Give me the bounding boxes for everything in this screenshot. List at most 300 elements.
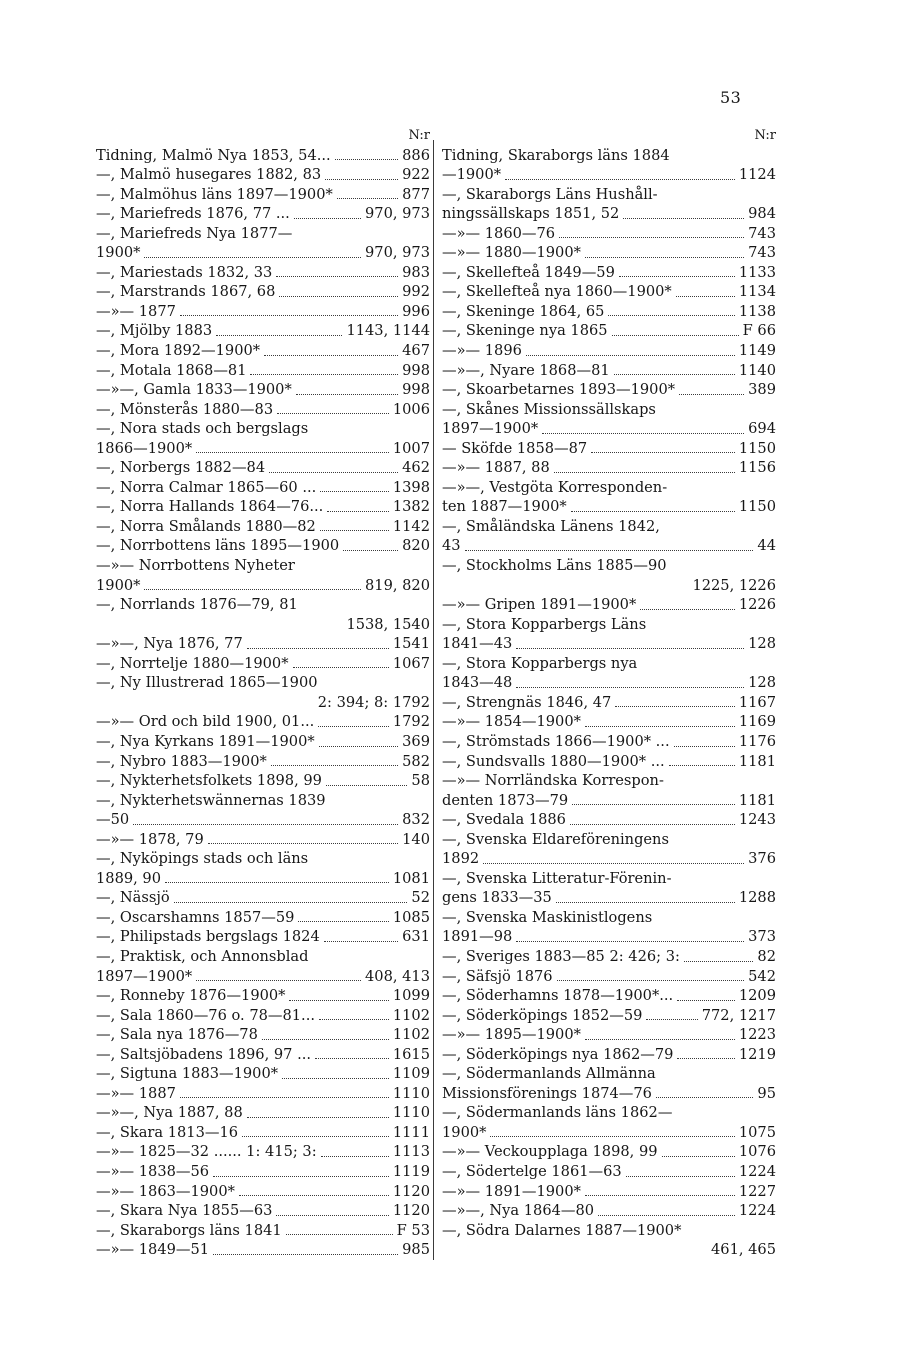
index-entry bbox=[442, 752, 776, 772]
index-entry bbox=[96, 1103, 430, 1123]
index-entry bbox=[96, 947, 430, 967]
entry-title: —, Marstrands 1867, 68 bbox=[96, 283, 276, 301]
entry-number: 1167 bbox=[738, 693, 776, 711]
leader-dots bbox=[656, 1097, 753, 1098]
entry-title: —, Södertelge 1861—63 bbox=[442, 1162, 622, 1180]
entry-number: 1792 bbox=[392, 713, 430, 731]
index-entry bbox=[96, 791, 430, 811]
entry-title: —, Säfsjö 1876 bbox=[442, 967, 553, 985]
index-entry bbox=[442, 1221, 776, 1241]
entry-title: —»— 1863—1900* bbox=[96, 1182, 235, 1200]
entry-title: —, Småländska Länens 1842, bbox=[442, 517, 660, 535]
entry-list bbox=[96, 146, 430, 1260]
index-entry bbox=[96, 1123, 430, 1143]
leader-dots bbox=[289, 1000, 388, 1001]
entry-number: 58 bbox=[411, 772, 430, 790]
entry-number: 376 bbox=[748, 850, 776, 868]
leader-dots bbox=[483, 863, 744, 864]
entry-title: —, Sala 1860—76 o. 78—81... bbox=[96, 1006, 315, 1024]
leader-dots bbox=[674, 746, 735, 747]
leader-dots bbox=[516, 941, 744, 942]
leader-dots bbox=[133, 824, 398, 825]
leader-dots bbox=[250, 374, 398, 375]
index-entry bbox=[442, 693, 776, 713]
entry-number: 542 bbox=[748, 967, 776, 985]
index-entry bbox=[96, 1240, 430, 1260]
leader-dots bbox=[216, 335, 342, 336]
index-entry bbox=[96, 927, 430, 947]
index-entry bbox=[96, 243, 430, 263]
index-entry bbox=[96, 556, 430, 576]
leader-dots bbox=[640, 609, 735, 610]
entry-number: 998 bbox=[402, 381, 430, 399]
entry-title: —, Ronneby 1876—1900* bbox=[96, 987, 286, 1005]
leader-dots bbox=[516, 648, 744, 649]
leader-dots bbox=[598, 1215, 735, 1216]
index-entry bbox=[96, 849, 430, 869]
index-entry bbox=[442, 1182, 776, 1202]
index-entry bbox=[96, 165, 430, 185]
leader-dots bbox=[585, 1039, 735, 1040]
leader-dots bbox=[585, 257, 744, 258]
entry-number: 1223 bbox=[738, 1026, 776, 1044]
entry-title: —, Sala nya 1876—78 bbox=[96, 1026, 258, 1044]
entry-title: —»—, Nyare 1868—81 bbox=[442, 361, 610, 379]
entry-title: —»— 1860—76 bbox=[442, 224, 556, 242]
index-entry bbox=[442, 673, 776, 693]
entry-title: —, Stora Kopparbergs Läns bbox=[442, 615, 647, 633]
entry-number: 582 bbox=[402, 752, 430, 770]
entry-number: 1102 bbox=[392, 1026, 430, 1044]
entry-number: 1085 bbox=[392, 908, 430, 926]
index-entry bbox=[442, 536, 776, 556]
entry-title: —, Philipstads bergslags 1824 bbox=[96, 928, 320, 946]
leader-dots bbox=[293, 667, 389, 668]
entry-title: —, Söderhamns 1878—1900*... bbox=[442, 987, 674, 1005]
column-divider bbox=[433, 140, 434, 1260]
index-entry bbox=[96, 341, 430, 361]
entry-number: 1288 bbox=[738, 889, 776, 907]
index-entry bbox=[96, 810, 430, 830]
entry-title: —, Sveriges 1883—85 2: 426; 3: bbox=[442, 947, 680, 965]
index-entry bbox=[96, 458, 430, 478]
index-entry bbox=[442, 791, 776, 811]
entry-number: 1134 bbox=[738, 283, 776, 301]
leader-dots bbox=[276, 1215, 388, 1216]
index-entry bbox=[442, 419, 776, 439]
entry-title: —, Praktisk, och Annonsblad bbox=[96, 947, 309, 965]
index-entry bbox=[96, 224, 430, 244]
entry-number: 996 bbox=[402, 302, 430, 320]
index-entry bbox=[96, 1025, 430, 1045]
index-entry bbox=[442, 1123, 776, 1143]
entry-number: 1150 bbox=[738, 498, 776, 516]
entry-number: 373 bbox=[748, 928, 776, 946]
entry-title: —, Malmö husegares 1882, 83 bbox=[96, 166, 322, 184]
leader-dots bbox=[321, 1156, 389, 1157]
entry-title: —»— Gripen 1891—1900* bbox=[442, 596, 637, 614]
leader-dots bbox=[676, 296, 735, 297]
index-entry bbox=[442, 967, 776, 987]
entry-number: 1007 bbox=[392, 439, 430, 457]
entry-title: —, Svenska Eldareföreningens bbox=[442, 830, 669, 848]
index-entry bbox=[96, 576, 430, 596]
leader-dots bbox=[325, 179, 398, 180]
leader-dots bbox=[554, 472, 735, 473]
index-entry bbox=[442, 908, 776, 928]
leader-dots bbox=[282, 1078, 389, 1079]
leader-dots bbox=[239, 1195, 389, 1196]
leader-dots bbox=[319, 746, 398, 747]
leader-dots bbox=[180, 315, 398, 316]
index-entry bbox=[96, 146, 430, 166]
index-entry bbox=[96, 673, 430, 693]
index-entry bbox=[442, 1084, 776, 1104]
entry-number: 95 bbox=[757, 1084, 776, 1102]
entry-number: 1142 bbox=[392, 517, 430, 535]
entry-title: —, Svenska Litteratur-Förenin- bbox=[442, 869, 672, 887]
index-column-right bbox=[442, 126, 776, 1260]
index-entry bbox=[442, 204, 776, 224]
entry-title: —»— 1896 bbox=[442, 342, 522, 360]
index-entry bbox=[442, 165, 776, 185]
entry-title: —, Ny Illustrerad 1865—1900 bbox=[96, 674, 318, 692]
index-entry bbox=[96, 1162, 430, 1182]
entry-number: 462 bbox=[402, 459, 430, 477]
entry-title: —»—, Nya 1864—80 bbox=[442, 1202, 595, 1220]
entry-title: —, Oscarshamns 1857—59 bbox=[96, 908, 295, 926]
entry-number: 1120 bbox=[392, 1202, 430, 1220]
index-entry bbox=[442, 185, 776, 205]
entry-title: 1841—43 bbox=[442, 635, 513, 653]
index-entry bbox=[96, 1084, 430, 1104]
entry-title: —, Svedala 1886 bbox=[442, 811, 566, 829]
entry-number: 743 bbox=[748, 224, 776, 242]
leader-dots bbox=[276, 276, 398, 277]
entry-number: 631 bbox=[402, 928, 430, 946]
index-entry bbox=[96, 263, 430, 283]
index-entry bbox=[96, 771, 430, 791]
index-entry bbox=[96, 204, 430, 224]
leader-dots bbox=[343, 550, 398, 551]
entry-title: —, Norra Calmar 1865—60 ... bbox=[96, 478, 317, 496]
leader-dots bbox=[619, 276, 735, 277]
leader-dots bbox=[677, 1000, 735, 1001]
entry-title: —50 bbox=[96, 811, 130, 829]
entry-title: —, Skaraborgs läns 1841 bbox=[96, 1221, 282, 1239]
entry-title: —, Stora Kopparbergs nya bbox=[442, 654, 638, 672]
entry-title: —»— 1878, 79 bbox=[96, 830, 204, 848]
index-entry bbox=[96, 830, 430, 850]
entry-title: —, Malmöhus läns 1897—1900* bbox=[96, 185, 333, 203]
index-entry bbox=[442, 1162, 776, 1182]
entry-title: —, Skeninge nya 1865 bbox=[442, 322, 608, 340]
index-entry bbox=[442, 576, 776, 596]
index-entry bbox=[96, 986, 430, 1006]
index-entry bbox=[442, 1064, 776, 1084]
entry-number: 1081 bbox=[392, 869, 430, 887]
entry-number: 140 bbox=[402, 830, 430, 848]
leader-dots bbox=[324, 941, 398, 942]
entry-title: —, Nyköpings stads och läns bbox=[96, 850, 309, 868]
entry-number: 1382 bbox=[392, 498, 430, 516]
index-entry bbox=[96, 302, 430, 322]
entry-title: 1866—1900* bbox=[96, 439, 193, 457]
entry-title: —, Mariestads 1832, 33 bbox=[96, 263, 273, 281]
leader-dots bbox=[615, 706, 735, 707]
entry-number: 1227 bbox=[738, 1182, 776, 1200]
leader-dots bbox=[646, 1019, 697, 1020]
entry-number: 44 bbox=[757, 537, 776, 555]
index-entry bbox=[96, 869, 430, 889]
entry-number: 2: 394; 8: 1792 bbox=[317, 693, 430, 711]
entry-title: —»—, Nya 1876, 77 bbox=[96, 635, 243, 653]
index-entry bbox=[442, 771, 776, 791]
index-entry bbox=[442, 361, 776, 381]
entry-number: 832 bbox=[402, 811, 430, 829]
page-number: 53 bbox=[720, 88, 742, 107]
column-header: N:r bbox=[754, 128, 776, 143]
entry-title: —, Nora stads och bergslags bbox=[96, 420, 309, 438]
entry-title: —»— 1880—1900* bbox=[442, 244, 581, 262]
leader-dots bbox=[585, 726, 735, 727]
leader-dots bbox=[542, 433, 744, 434]
leader-dots bbox=[277, 413, 389, 414]
leader-dots bbox=[327, 511, 389, 512]
entry-title: —, Mariefreds 1876, 77 ... bbox=[96, 205, 290, 223]
leader-dots bbox=[196, 452, 389, 453]
entry-number: 1224 bbox=[738, 1202, 776, 1220]
entry-number: 1102 bbox=[392, 1006, 430, 1024]
leader-dots bbox=[626, 1176, 735, 1177]
entry-number: 1398 bbox=[392, 478, 430, 496]
index-entry bbox=[96, 1045, 430, 1065]
entry-number: 128 bbox=[748, 635, 776, 653]
index-entry bbox=[96, 185, 430, 205]
entry-number: 1109 bbox=[392, 1065, 430, 1083]
entry-number: 1140 bbox=[738, 361, 776, 379]
index-entry bbox=[442, 146, 776, 166]
index-entry bbox=[442, 595, 776, 615]
index-entry bbox=[442, 224, 776, 244]
entry-number: 1075 bbox=[738, 1123, 776, 1141]
entry-title: —, Norra Smålands 1880—82 bbox=[96, 517, 316, 535]
leader-dots bbox=[490, 1136, 734, 1137]
index-entry bbox=[96, 908, 430, 928]
leader-dots bbox=[262, 1039, 389, 1040]
entry-number: 970, 973 bbox=[365, 205, 430, 223]
entry-number: 1169 bbox=[738, 713, 776, 731]
entry-number: 1181 bbox=[738, 791, 776, 809]
leader-dots bbox=[557, 980, 745, 981]
entry-title: —, Söderköpings nya 1862—79 bbox=[442, 1045, 674, 1063]
leader-dots bbox=[144, 589, 361, 590]
entry-number: 1138 bbox=[738, 302, 776, 320]
entry-number: 998 bbox=[402, 361, 430, 379]
entry-number: 1120 bbox=[392, 1182, 430, 1200]
entry-number: 1541 bbox=[392, 635, 430, 653]
entry-number: 819, 820 bbox=[365, 576, 430, 594]
leader-dots bbox=[326, 785, 408, 786]
index-entry bbox=[442, 1142, 776, 1162]
index-entry bbox=[96, 1221, 430, 1241]
entry-title: —, Skeninge 1864, 65 bbox=[442, 302, 605, 320]
entry-title: —, Nässjö bbox=[96, 889, 170, 907]
entry-title: 1889, 90 bbox=[96, 869, 161, 887]
leader-dots bbox=[286, 1234, 393, 1235]
index-entry bbox=[442, 927, 776, 947]
entry-number: F 66 bbox=[742, 322, 776, 340]
leader-dots bbox=[242, 1136, 389, 1137]
entry-title: —, Stockholms Läns 1885—90 bbox=[442, 557, 667, 575]
entry-title: gens 1833—35 bbox=[442, 889, 552, 907]
index-entry bbox=[96, 595, 430, 615]
entry-number: 1113 bbox=[392, 1143, 430, 1161]
leader-dots bbox=[612, 335, 739, 336]
entry-number: 1176 bbox=[738, 732, 776, 750]
entry-title: —, Skellefteå nya 1860—1900* bbox=[442, 283, 672, 301]
entry-title: —, Nykterhetsfolkets 1898, 99 bbox=[96, 772, 322, 790]
entry-title: —»— 1887, 88 bbox=[442, 459, 550, 477]
entry-title: ningssällskaps 1851, 52 bbox=[442, 205, 620, 223]
entry-number: 82 bbox=[757, 947, 776, 965]
leader-dots bbox=[196, 980, 361, 981]
leader-dots bbox=[662, 1156, 735, 1157]
index-entry bbox=[442, 1103, 776, 1123]
index-entry bbox=[96, 400, 430, 420]
entry-title: —, Strengnäs 1846, 47 bbox=[442, 693, 612, 711]
entry-title: —»— Norrländska Korrespon- bbox=[442, 772, 664, 790]
leader-dots bbox=[247, 648, 389, 649]
entry-title: —, Skellefteå 1849—59 bbox=[442, 263, 615, 281]
entry-title: —, Södermanlands läns 1862— bbox=[442, 1104, 673, 1122]
entry-title: —, Skara 1813—16 bbox=[96, 1123, 239, 1141]
leader-dots bbox=[320, 530, 389, 531]
entry-number: 1226 bbox=[738, 596, 776, 614]
leader-dots bbox=[318, 726, 389, 727]
entry-title: —, Svenska Maskinistlogens bbox=[442, 908, 653, 926]
index-entry bbox=[96, 752, 430, 772]
entry-title: ten 1887—1900* bbox=[442, 498, 567, 516]
leader-dots bbox=[165, 882, 389, 883]
index-entry bbox=[442, 497, 776, 517]
index-entry bbox=[96, 361, 430, 381]
entry-number: 970, 973 bbox=[365, 244, 430, 262]
entry-number: 1143, 1144 bbox=[346, 322, 430, 340]
entry-title: —, Nya Kyrkans 1891—1900* bbox=[96, 732, 315, 750]
entry-title: —, Sigtuna 1883—1900* bbox=[96, 1065, 279, 1083]
leader-dots bbox=[614, 374, 735, 375]
leader-dots bbox=[585, 1195, 735, 1196]
entry-title: 1900* bbox=[442, 1123, 487, 1141]
leader-dots bbox=[679, 394, 744, 395]
index-entry bbox=[96, 321, 430, 341]
leader-dots bbox=[319, 1019, 389, 1020]
entry-number: 1149 bbox=[738, 342, 776, 360]
entry-number: 1099 bbox=[392, 987, 430, 1005]
index-entry bbox=[442, 556, 776, 576]
entry-number: 877 bbox=[402, 185, 430, 203]
leader-dots bbox=[623, 218, 744, 219]
index-entry bbox=[96, 517, 430, 537]
index-entry bbox=[442, 654, 776, 674]
leader-dots bbox=[264, 355, 398, 356]
leader-dots bbox=[247, 1117, 389, 1118]
index-entry bbox=[442, 732, 776, 752]
index-entry bbox=[442, 634, 776, 654]
entry-title: —, Skoarbetarnes 1893—1900* bbox=[442, 381, 676, 399]
entry-number: 369 bbox=[402, 732, 430, 750]
entry-number: 467 bbox=[402, 342, 430, 360]
index-entry bbox=[96, 1006, 430, 1026]
entry-title: — Sköfde 1858—87 bbox=[442, 439, 588, 457]
leader-dots bbox=[570, 824, 735, 825]
entry-list bbox=[442, 146, 776, 1260]
leader-dots bbox=[296, 394, 398, 395]
index-entry bbox=[442, 1201, 776, 1221]
entry-title: 1897—1900* bbox=[96, 967, 193, 985]
index-entry bbox=[442, 1025, 776, 1045]
entry-number: 1076 bbox=[738, 1143, 776, 1161]
leader-dots bbox=[572, 804, 735, 805]
index-entry bbox=[96, 1142, 430, 1162]
index-entry bbox=[96, 732, 430, 752]
entry-number: F 53 bbox=[396, 1221, 430, 1239]
entry-number: 1119 bbox=[392, 1162, 430, 1180]
index-entry bbox=[96, 1201, 430, 1221]
leader-dots bbox=[320, 491, 389, 492]
index-entry bbox=[442, 615, 776, 635]
entry-title: 1900* bbox=[96, 576, 141, 594]
entry-title: —»— 1854—1900* bbox=[442, 713, 581, 731]
leader-dots bbox=[337, 198, 398, 199]
index-entry bbox=[442, 243, 776, 263]
entry-number: 922 bbox=[402, 166, 430, 184]
entry-number: 743 bbox=[748, 244, 776, 262]
leader-dots bbox=[556, 902, 735, 903]
entry-title: denten 1873—79 bbox=[442, 791, 569, 809]
entry-number: 1615 bbox=[392, 1045, 430, 1063]
entry-title: —»— 1825—32 ...... 1: 415; 3: bbox=[96, 1143, 317, 1161]
entry-title: —, Södermanlands Allmänna bbox=[442, 1065, 656, 1083]
entry-title: —, Norra Hallands 1864—76... bbox=[96, 498, 324, 516]
entry-title: Missionsförenings 1874—76 bbox=[442, 1084, 652, 1102]
entry-title: —, Strömstads 1866—1900* ... bbox=[442, 732, 670, 750]
entry-title: —, Norrbottens läns 1895—1900 bbox=[96, 537, 340, 555]
index-entry bbox=[442, 341, 776, 361]
entry-title: 1891—98 bbox=[442, 928, 513, 946]
index-entry bbox=[442, 380, 776, 400]
entry-number: 461, 465 bbox=[711, 1241, 776, 1259]
leader-dots bbox=[335, 159, 398, 160]
index-entry bbox=[442, 810, 776, 830]
entry-number: 992 bbox=[402, 283, 430, 301]
index-entry bbox=[96, 634, 430, 654]
entry-number: 984 bbox=[748, 205, 776, 223]
entry-number: 1224 bbox=[738, 1162, 776, 1180]
leader-dots bbox=[213, 1254, 398, 1255]
entry-number: 1156 bbox=[738, 459, 776, 477]
index-entry bbox=[442, 302, 776, 322]
entry-number: 1209 bbox=[738, 987, 776, 1005]
entry-number: 52 bbox=[411, 889, 430, 907]
entry-title: —, Sundsvalls 1880—1900* ... bbox=[442, 752, 665, 770]
entry-title: —, Saltsjöbadens 1896, 97 ... bbox=[96, 1045, 311, 1063]
entry-title: 1900* bbox=[96, 244, 141, 262]
entry-title: Tidning, Skaraborgs läns 1884 bbox=[442, 146, 670, 164]
index-entry bbox=[96, 536, 430, 556]
entry-number: 1110 bbox=[392, 1084, 430, 1102]
